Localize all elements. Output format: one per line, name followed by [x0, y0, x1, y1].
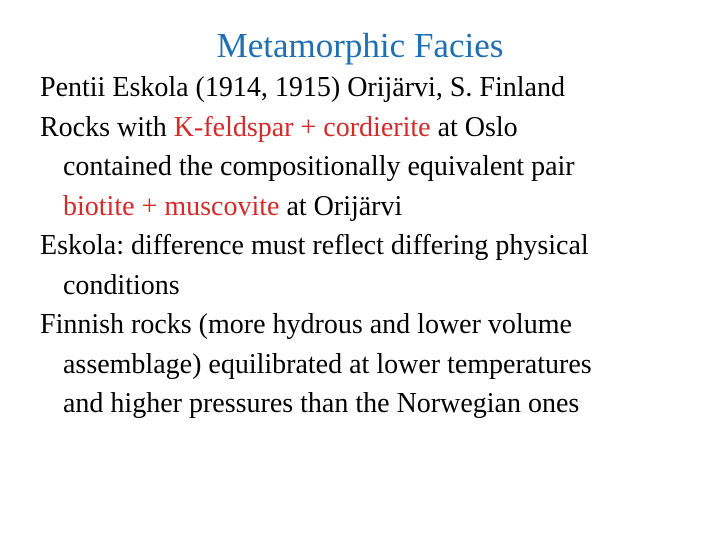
paragraph-finnish-rocks-line-1: Finnish rocks (more hydrous and lower volume — [40, 309, 572, 340]
mineral-pair-orijarvi: biotite + muscovite — [63, 190, 280, 222]
paragraph-rocks-comparison-pre: Rocks with — [40, 111, 174, 143]
paragraph-rocks-comparison-mid: at Oslo — [430, 111, 518, 143]
paragraph-eskola-conclusion-line-2: conditions — [63, 269, 180, 301]
slide-title: Metamorphic Facies — [216, 26, 504, 65]
paragraph-rocks-comparison — [40, 108, 700, 227]
paragraph-rocks-comparison-post: at Orijärvi — [279, 190, 403, 222]
mineral-pair-oslo: K-feldspar + cordierite — [173, 111, 431, 143]
paragraph-finnish-rocks-line-3: and higher pressures than the Norwegian ones — [63, 388, 580, 419]
paragraph-finnish-rocks — [40, 305, 700, 424]
paragraph-finnish-rocks-line-2: assemblage) equilibrated at lower temperatures — [63, 348, 592, 380]
paragraph-eskola-reference — [40, 68, 700, 108]
paragraph-eskola-conclusion — [40, 226, 700, 305]
paragraph-eskola-reference-line-1: Pentii Eskola (1914, 1915) Orijärvi, S. Finland — [40, 72, 565, 103]
paragraph-eskola-conclusion-line-1: Eskola: difference must reflect differing physical — [40, 230, 589, 261]
paragraph-rocks-comparison-line-2: contained the compositionally equivalent pair — [63, 151, 575, 182]
slide-body — [40, 68, 700, 424]
